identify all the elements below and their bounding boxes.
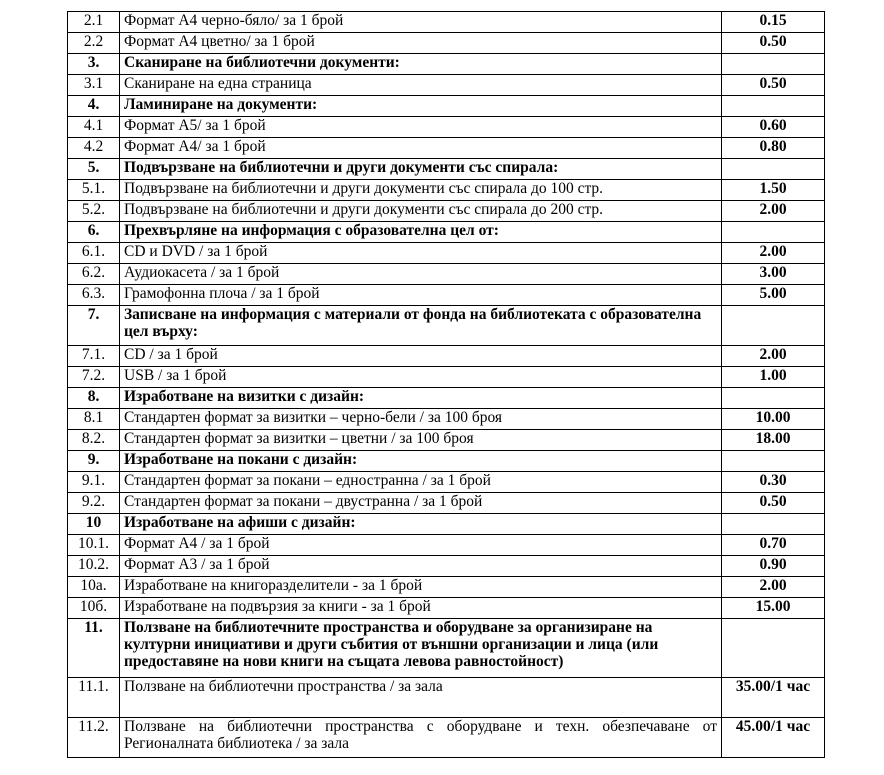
service-description: Стандартен формат за визитки – черно-бели / за 100 броя: [120, 409, 722, 430]
section-row: [68, 96, 825, 117]
service-price: 0.50: [722, 33, 825, 54]
row-number: 8.1: [68, 409, 120, 430]
service-price: 2.00: [722, 346, 825, 367]
service-price: [722, 388, 825, 409]
row-number: 4.2: [68, 138, 120, 159]
service-description: Изработване на книгоразделители - за 1 брой: [120, 577, 722, 598]
service-price: 0.50: [722, 493, 825, 514]
row-number: 3.: [68, 54, 120, 75]
row-number: 10б.: [68, 598, 120, 619]
section-title: Изработване на афиши с дизайн:: [120, 514, 722, 535]
service-description: Грамофонна плоча / за 1 брой: [120, 285, 722, 306]
section-row: [68, 514, 825, 535]
table-row: [68, 367, 825, 388]
service-price: [722, 54, 825, 75]
section-row: [68, 159, 825, 180]
service-description: Стандартен формат за покани – двустранна / за 1 брой: [120, 493, 722, 514]
service-description: Формат А4 черно-бяло/ за 1 брой: [120, 12, 722, 33]
row-number: 8.: [68, 388, 120, 409]
table-row: [68, 117, 825, 138]
service-description: CD / за 1 брой: [120, 346, 722, 367]
row-number: 5.2.: [68, 201, 120, 222]
table-row: [68, 678, 825, 718]
row-number: 6.: [68, 222, 120, 243]
service-price: [722, 96, 825, 117]
service-price: 2.00: [722, 201, 825, 222]
section-row: [68, 222, 825, 243]
row-number: 11.1.: [68, 678, 120, 718]
section-row: [68, 388, 825, 409]
service-price: [722, 514, 825, 535]
table-row: [68, 493, 825, 514]
row-number: 5.1.: [68, 180, 120, 201]
table-row: [68, 346, 825, 367]
row-number: 5.: [68, 159, 120, 180]
row-number: 11.: [68, 619, 120, 678]
section-title: Прехвърляне на информация с образователна цел от:: [120, 222, 722, 243]
service-price: 0.60: [722, 117, 825, 138]
service-description: Ползване на библиотечни пространства с оборудване и техн. обезпечаване от Регионалната библиотека / за зала: [120, 718, 722, 758]
table-row: [68, 201, 825, 222]
row-number: 7.: [68, 306, 120, 346]
service-price: [722, 619, 825, 678]
service-price: 0.90: [722, 556, 825, 577]
service-price: [722, 306, 825, 346]
service-price: 3.00: [722, 264, 825, 285]
service-description: Формат А4/ за 1 брой: [120, 138, 722, 159]
service-description: Аудиокасета / за 1 брой: [120, 264, 722, 285]
service-description: Сканиране на една страница: [120, 75, 722, 96]
service-price: 5.00: [722, 285, 825, 306]
table-row: [68, 12, 825, 33]
row-number: 9.2.: [68, 493, 120, 514]
service-price: 0.50: [722, 75, 825, 96]
price-list-document: [67, 11, 825, 758]
row-number: 4.: [68, 96, 120, 117]
service-description: Формат А5/ за 1 брой: [120, 117, 722, 138]
table-row: [68, 264, 825, 285]
service-price: 1.00: [722, 367, 825, 388]
row-number: 10.2.: [68, 556, 120, 577]
row-number: 11.2.: [68, 718, 120, 758]
section-row: [68, 451, 825, 472]
service-price: [722, 159, 825, 180]
row-number: 7.1.: [68, 346, 120, 367]
table-row: [68, 75, 825, 96]
row-number: 2.1: [68, 12, 120, 33]
table-row: [68, 430, 825, 451]
service-description: Стандартен формат за визитки – цветни / за 100 броя: [120, 430, 722, 451]
service-description: Формат А3 / за 1 брой: [120, 556, 722, 577]
service-price: 18.00: [722, 430, 825, 451]
section-title: Записване на информация с материали от фонда на библиотеката с образователна цел върху:: [120, 306, 722, 346]
service-price: 10.00: [722, 409, 825, 430]
row-number: 3.1: [68, 75, 120, 96]
table-row: [68, 33, 825, 54]
section-title: Изработване на покани с дизайн:: [120, 451, 722, 472]
table-row: [68, 180, 825, 201]
service-description: Формат А4 / за 1 брой: [120, 535, 722, 556]
table-row: [68, 598, 825, 619]
service-description: CD и DVD / за 1 брой: [120, 243, 722, 264]
row-number: 7.2.: [68, 367, 120, 388]
table-row: [68, 535, 825, 556]
table-row: [68, 472, 825, 493]
row-number: 6.1.: [68, 243, 120, 264]
section-title: Сканиране на библиотечни документи:: [120, 54, 722, 75]
service-description: Стандартен формат за покани – едностранна / за 1 брой: [120, 472, 722, 493]
table-row: [68, 243, 825, 264]
table-row: [68, 718, 825, 758]
service-price: 35.00/1 час: [722, 678, 825, 718]
table-row: [68, 556, 825, 577]
service-description: Ползване на библиотечни пространства / за зала: [120, 678, 722, 718]
row-number: 10а.: [68, 577, 120, 598]
service-description: Подвързване на библиотечни и други документи със спирала до 100 стр.: [120, 180, 722, 201]
row-number: 10.1.: [68, 535, 120, 556]
service-description: Подвързване на библиотечни и други документи със спирала до 200 стр.: [120, 201, 722, 222]
section-row: [68, 306, 825, 346]
section-title: Подвързване на библиотечни и други документи със спирала:: [120, 159, 722, 180]
service-price: 0.70: [722, 535, 825, 556]
service-price: 2.00: [722, 243, 825, 264]
service-description: Формат А4 цветно/ за 1 брой: [120, 33, 722, 54]
row-number: 8.2.: [68, 430, 120, 451]
row-number: 9.: [68, 451, 120, 472]
service-price: 15.00: [722, 598, 825, 619]
table-row: [68, 138, 825, 159]
service-price: 1.50: [722, 180, 825, 201]
table-row: [68, 409, 825, 430]
service-price: [722, 222, 825, 243]
service-price: 45.00/1 час: [722, 718, 825, 758]
table-row: [68, 285, 825, 306]
service-description: USB / за 1 брой: [120, 367, 722, 388]
service-price: 0.30: [722, 472, 825, 493]
section-title: Изработване на визитки с дизайн:: [120, 388, 722, 409]
row-number: 9.1.: [68, 472, 120, 493]
row-number: 6.3.: [68, 285, 120, 306]
section-row: [68, 619, 825, 678]
section-row: [68, 54, 825, 75]
price-table-body: [68, 12, 825, 758]
row-number: 10: [68, 514, 120, 535]
service-price: [722, 451, 825, 472]
service-price: 0.15: [722, 12, 825, 33]
section-title: Ламиниране на документи:: [120, 96, 722, 117]
table-row: [68, 577, 825, 598]
service-price: 0.80: [722, 138, 825, 159]
section-title: Ползване на библиотечните пространства и оборудване за организиране на културни инициативи и други събития от външни организации и лица (или предоставяне на нови книги на същата левова равностойност): [120, 619, 722, 678]
row-number: 4.1: [68, 117, 120, 138]
service-price: 2.00: [722, 577, 825, 598]
row-number: 6.2.: [68, 264, 120, 285]
row-number: 2.2: [68, 33, 120, 54]
price-table: [67, 11, 825, 758]
service-description: Изработване на подвързия за книги - за 1 брой: [120, 598, 722, 619]
